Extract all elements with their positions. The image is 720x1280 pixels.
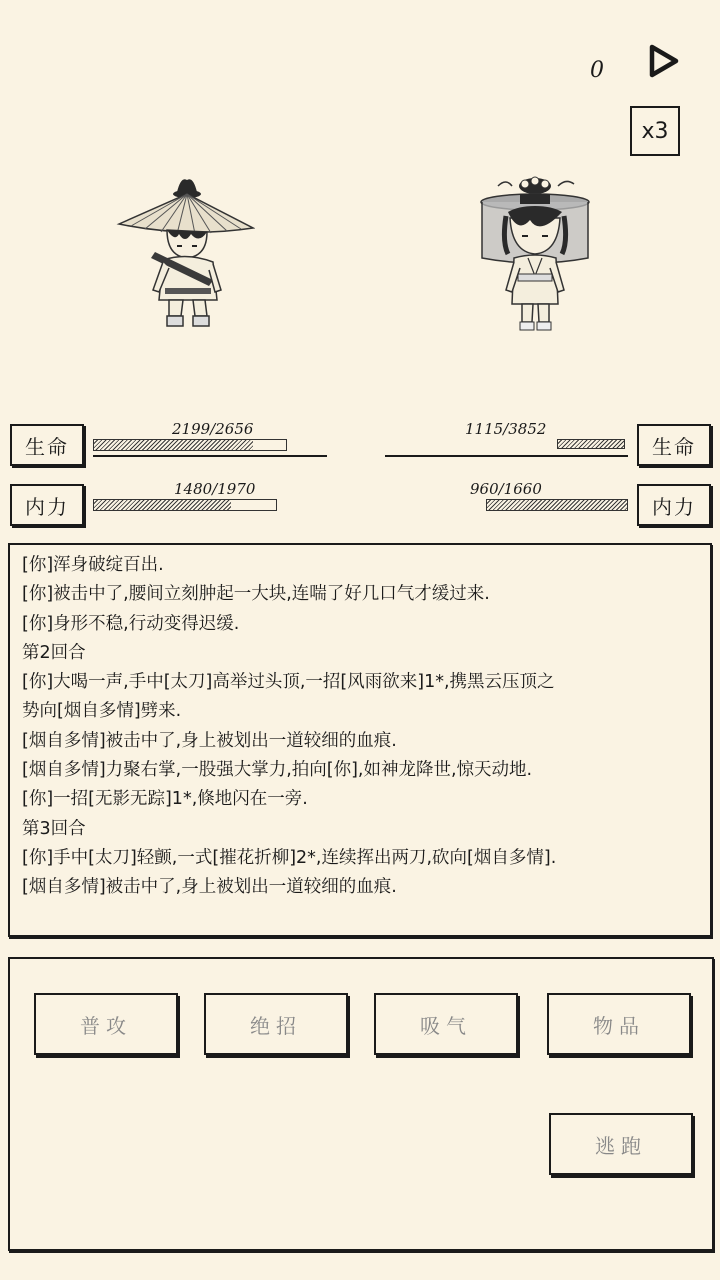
enemy-hp-bar xyxy=(557,439,625,449)
play-triangle-icon xyxy=(646,44,680,78)
battle-log-line: 第2回合 xyxy=(22,642,86,663)
enemy-mp-bar-fill xyxy=(487,500,627,510)
player-character xyxy=(115,172,255,334)
battle-log-line: [你]一招[无影无踪]1*,倏地闪在一旁. xyxy=(22,789,308,810)
speed-toggle-button[interactable]: x3 xyxy=(630,106,680,156)
special-move-button[interactable]: 绝招 xyxy=(204,993,348,1055)
flee-button[interactable]: 逃跑 xyxy=(549,1113,693,1175)
player-hp-bar xyxy=(93,439,287,451)
enemy-mp-bar xyxy=(486,499,628,511)
player-hp-baseline xyxy=(93,455,327,457)
attack-button[interactable]: 普攻 xyxy=(34,993,178,1055)
battle-log-line: [你]浑身破绽百出. xyxy=(22,555,164,575)
battle-log-line: [烟自多情]被击中了,身上被划出一道较细的血痕. xyxy=(22,730,397,751)
battle-log-list xyxy=(10,545,710,909)
battle-log-line: 势向[烟自多情]劈来. xyxy=(22,701,182,722)
enemy-mp-label: 内力 xyxy=(637,484,711,526)
player-mp-label: 内力 xyxy=(10,484,84,526)
battle-log-line: [烟自多情]被击中了,身上被划出一道较细的血痕. xyxy=(22,877,397,898)
battle-log-line: [你]被击中了,腰间立刻肿起一大块,连喘了好几口气才缓过来. xyxy=(22,584,490,605)
player-hp-value: 2199/2656 xyxy=(172,420,254,438)
battle-log-line: [你]大喝一声,手中[太刀]高举过头顶,一招[风雨欲来]1*,携黑云压顶之 xyxy=(22,672,555,693)
enemy-hp-bar-fill xyxy=(557,439,625,449)
action-panel xyxy=(8,957,714,1251)
battle-log-line: [烟自多情]力聚右掌,一股强大掌力,拍向[你],如神龙降世,惊天动地. xyxy=(22,760,533,781)
enemy-mp-value: 960/1660 xyxy=(470,480,542,498)
player-hp-bar-fill xyxy=(94,440,253,450)
enemy-character xyxy=(478,172,593,332)
breathe-button[interactable]: 吸气 xyxy=(374,993,518,1055)
player-mp-bar xyxy=(93,499,277,511)
battle-log[interactable] xyxy=(8,543,712,937)
battle-log-line: [你]身形不稳,行动变得迟缓. xyxy=(22,613,240,634)
battle-log-line: [你]手中[太刀]轻颤,一式[摧花折柳]2*,连续挥出两刀,砍向[烟自多情]. xyxy=(22,847,557,868)
items-button[interactable]: 物品 xyxy=(547,993,691,1055)
enemy-hp-value: 1115/3852 xyxy=(465,420,547,438)
player-mp-bar-fill xyxy=(94,500,231,510)
enemy-hp-baseline xyxy=(385,455,628,457)
player-hp-label: 生命 xyxy=(10,424,84,466)
play-button[interactable] xyxy=(646,44,680,78)
turn-counter: 0 xyxy=(590,58,604,83)
enemy-hp-label: 生命 xyxy=(637,424,711,466)
player-mp-value: 1480/1970 xyxy=(174,480,256,498)
battle-log-line: 第3回合 xyxy=(22,818,86,839)
